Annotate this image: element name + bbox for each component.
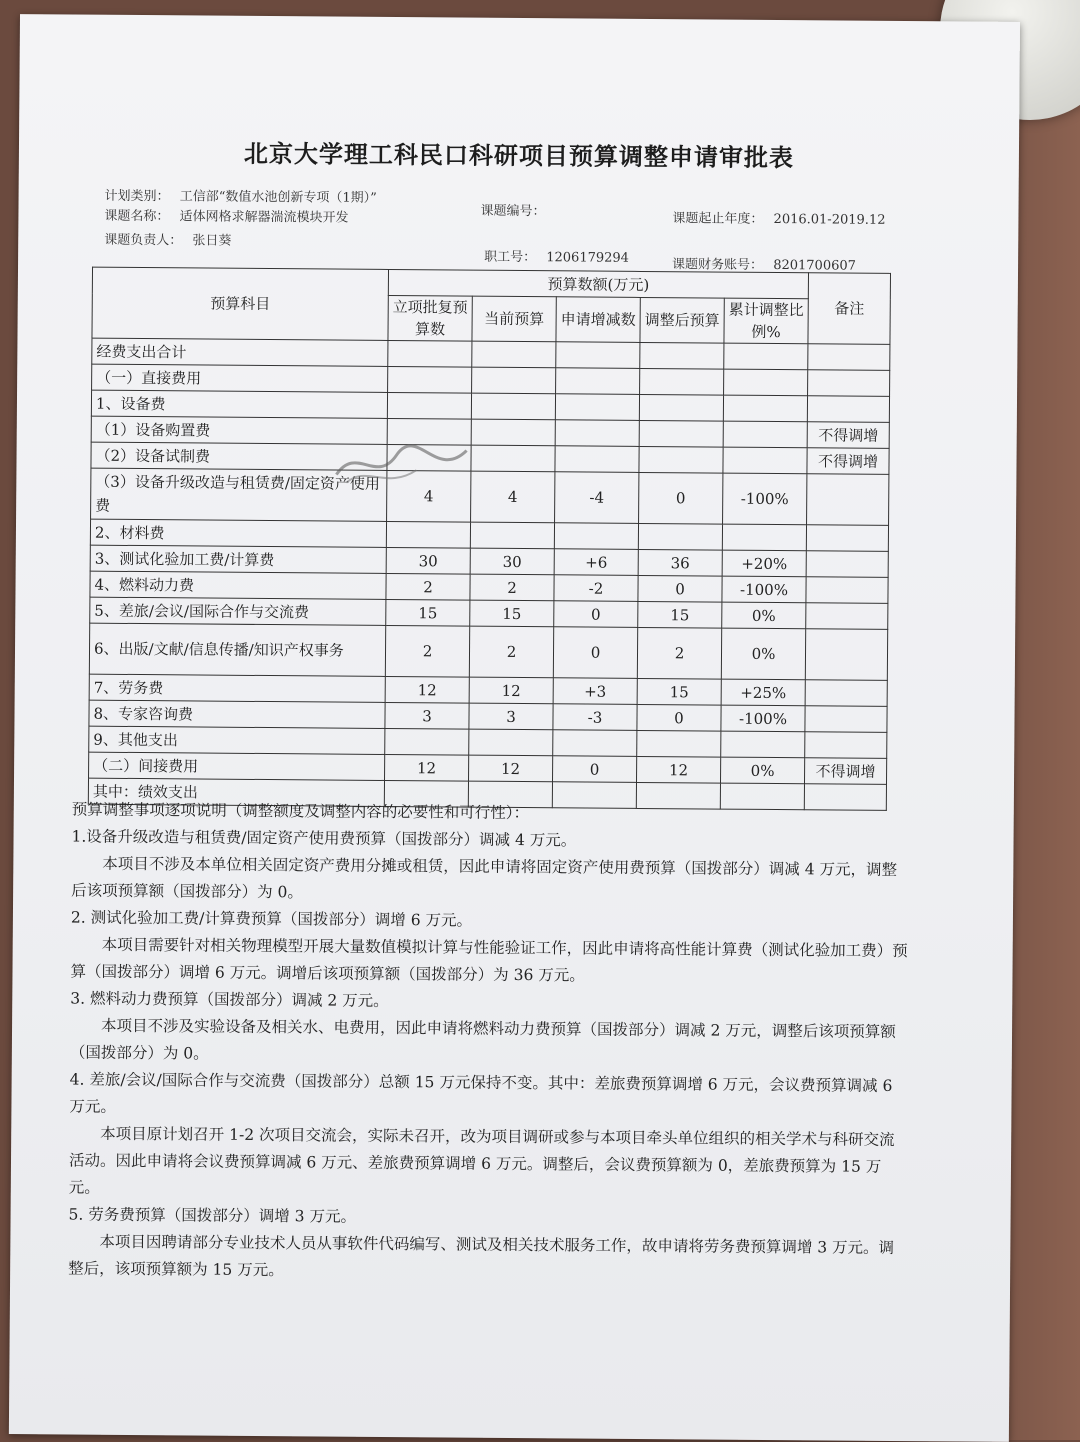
row-approved: 12: [385, 676, 469, 703]
row-current: 12: [469, 677, 553, 704]
row-after: 2: [637, 627, 721, 679]
row-item: 7、劳务费: [89, 674, 385, 702]
row-after: [639, 394, 723, 421]
row-note: [806, 603, 888, 630]
row-current: [472, 367, 556, 394]
explain-item-3: 3. 燃料动力费预算（国拨部分）调减 2 万元。: [70, 989, 389, 1010]
row-approved: 30: [386, 547, 470, 574]
table-row: [91, 468, 889, 525]
row-after: 15: [638, 601, 722, 628]
row-item: （1）设备购置费: [91, 416, 387, 444]
row-note: [805, 706, 887, 733]
row-approved: [386, 521, 470, 548]
row-note: [808, 344, 890, 371]
row-note: [806, 551, 888, 578]
row-note: [805, 680, 887, 707]
explain-detail-1: 本项目不涉及本单位相关固定资产费用分摊或租赁，因此申请将固定资产使用费预算（国拨部分）调减 4 万元，调整后该项预算额（国拨部分）为 0。: [71, 854, 898, 902]
page-title: 北京大学理工科民口科研项目预算调整申请审批表: [243, 138, 795, 173]
header-budget-group: 预算数额(万元): [388, 269, 808, 298]
row-note: [805, 629, 887, 681]
plan-category: [105, 185, 377, 206]
row-approved: 15: [386, 599, 470, 626]
row-item: 1、设备费: [91, 390, 387, 418]
row-after: [638, 523, 722, 550]
row-note: 不得调增: [805, 758, 887, 785]
row-item: 4、燃料动力费: [90, 571, 386, 599]
budget-table-body: [88, 338, 890, 810]
handwritten-mark: [326, 434, 476, 495]
header-ratio: 累计调整比例%: [724, 298, 808, 344]
explain-item-1: 1.设备升级改造与租赁费/固定资产使用费预算（国拨部分）调减 4 万元。: [71, 827, 577, 850]
code-label: 课题编号：: [480, 203, 546, 220]
explain-detail-2: 本项目需要针对相关物理模型开展大量数值模拟计算与性能验证工作，因此申请将高性能计算费（测试化验加工费）预算（国拨部分）调增 6 万元。调增后该项预算额（国拨部分）为 36 万元。: [70, 935, 908, 985]
row-after: 12: [636, 756, 720, 783]
subject-label: 课题名称：: [104, 208, 170, 225]
row-ratio: +20%: [722, 550, 806, 577]
row-approved: 12: [385, 754, 469, 781]
header-current: 当前预算: [472, 296, 556, 342]
row-current: 2: [470, 574, 554, 601]
subject-code: [480, 200, 551, 220]
row-change: [556, 342, 640, 369]
staff-number: [484, 246, 629, 266]
row-ratio: [723, 421, 807, 448]
row-item: 6、出版/文献/信息传播/知识产权事务: [89, 623, 385, 676]
table-row: [89, 623, 887, 680]
header-change: 申请增减数: [556, 297, 640, 343]
row-ratio: [724, 369, 808, 396]
subject-value: 适体网格求解器湍流模块开发: [179, 209, 349, 226]
row-ratio: 0%: [722, 602, 806, 629]
row-after: 0: [639, 472, 723, 524]
row-after: 15: [637, 678, 721, 705]
row-approved: 4: [387, 470, 471, 522]
row-ratio: -100%: [723, 473, 807, 525]
row-note: [806, 525, 888, 552]
row-item: 3、测试化验加工费/计算费: [90, 545, 386, 573]
row-ratio: [721, 731, 805, 758]
row-note: [807, 474, 889, 526]
adjustment-explanation: [68, 797, 912, 1290]
row-current: [470, 522, 554, 549]
header-after: 调整后预算: [640, 297, 724, 343]
row-note: 不得调增: [807, 448, 889, 475]
row-change: [553, 730, 637, 757]
header-approved: 立项批复预算数: [388, 295, 472, 341]
row-change: [555, 394, 639, 421]
row-after: 0: [638, 575, 722, 602]
row-item: 经费支出合计: [92, 338, 388, 366]
row-change: [556, 368, 640, 395]
row-ratio: [722, 524, 806, 551]
row-change: -3: [553, 704, 637, 731]
row-change: +6: [554, 549, 638, 576]
subject-period: [672, 207, 885, 228]
explain-detail-3: 本项目不涉及实验设备及相关水、电费用，因此申请将燃料动力费预算（国拨部分）调减 2 万元，调整后该项预算额（国拨部分）为 0。: [69, 1016, 896, 1063]
row-current: [472, 341, 556, 368]
row-current: 4: [471, 471, 555, 523]
staff-label: 职工号：: [484, 249, 537, 266]
row-item: 其中：绩效支出: [88, 778, 384, 806]
row-ratio: +25%: [721, 679, 805, 706]
period-label: 课题起止年度：: [672, 211, 764, 227]
row-item: （2）设备试制费: [91, 442, 387, 470]
row-current: [469, 729, 553, 756]
row-current: [471, 419, 555, 446]
row-item: 9、其他支出: [89, 726, 385, 754]
row-change: -4: [555, 472, 639, 524]
staff-value: 1206179294: [546, 250, 630, 266]
row-after: 0: [637, 704, 721, 731]
row-note: 不得调增: [807, 422, 889, 449]
row-ratio: 0%: [720, 757, 804, 784]
row-current: 15: [470, 600, 554, 627]
row-after: [640, 368, 724, 395]
row-item: 2、材料费: [90, 519, 386, 547]
row-approved: 2: [385, 625, 469, 677]
row-change: -2: [554, 575, 638, 602]
row-change: [554, 523, 638, 550]
row-approved: [387, 392, 471, 419]
period-value: 2016.01-2019.12: [773, 211, 886, 228]
row-item: 5、差旅/会议/国际合作与交流费: [90, 597, 386, 625]
explain-item-5: 5. 劳务费预算（国拨部分）调增 3 万元。: [68, 1205, 357, 1226]
row-note: [807, 396, 889, 423]
explain-detail-4: 本项目原计划召开 1-2 次项目交流会，实际未召开，改为项目调研或参与本项目牵头单位组织的相关学术与科研交流活动。因此申请将会议费预算调减 6 万元、差旅费预算调增 6 万元。调整后，会议费预算额为 0，差旅费预算为 15 万元。: [68, 1124, 895, 1197]
row-ratio: [723, 395, 807, 422]
row-after: [640, 342, 724, 369]
row-note: [808, 370, 890, 397]
row-item: （二）间接费用: [89, 752, 385, 780]
row-current: 2: [469, 626, 553, 678]
row-change: 0: [553, 756, 637, 783]
row-ratio: -100%: [722, 576, 806, 603]
row-after: [637, 730, 721, 757]
explain-item-4: 4. 差旅/会议/国际合作与交流费（国拨部分）总额 15 万元保持不变。其中：差旅费预算调增 6 万元，会议费预算调减 6 万元。: [69, 1070, 893, 1116]
row-ratio: [723, 447, 807, 474]
row-change: [555, 420, 639, 447]
row-ratio: [724, 343, 808, 370]
explain-detail-5: 本项目因聘请部分专业技术人员从事软件代码编写、测试及相关技术服务工作，故申请将劳务费预算调增 3 万元。调整后，该项预算额为 15 万元。: [68, 1232, 895, 1280]
header-note: 备注: [808, 273, 891, 345]
row-current: 12: [469, 755, 553, 782]
budget-table: [88, 267, 891, 811]
row-note: [806, 577, 888, 604]
row-item: （3）设备升级改造与租赁费/固定资产使用费: [91, 468, 387, 521]
row-after: [639, 446, 723, 473]
subject-leader: [104, 229, 231, 249]
row-approved: [388, 366, 472, 393]
document-page: [9, 14, 1020, 1442]
row-approved: [388, 340, 472, 367]
row-approved: 3: [385, 702, 469, 729]
row-ratio: -100%: [721, 705, 805, 732]
subject-name: [104, 205, 348, 226]
row-approved: [385, 728, 469, 755]
row-after: [639, 420, 723, 447]
row-current: [471, 393, 555, 420]
plan-value: 工信部“数值水池创新专项（1期）”: [179, 189, 377, 206]
row-change: [555, 446, 639, 473]
explain-item-2: 2. 测试化验加工费/计算费预算（国拨部分）调增 6 万元。: [70, 908, 473, 930]
plan-label: 计划类别：: [104, 188, 170, 205]
row-current: [471, 445, 555, 472]
account-value: 8201700607: [773, 257, 856, 274]
explain-heading: 预算调整事项逐项说明（调整额度及调整内容的必要性和可行性）：: [71, 800, 530, 823]
header-item: 预算科目: [92, 267, 389, 340]
row-current: 3: [469, 703, 553, 730]
row-change: 0: [554, 601, 638, 628]
row-change: 0: [553, 627, 637, 679]
row-change: +3: [553, 678, 637, 705]
row-item: 8、专家咨询费: [89, 700, 385, 728]
row-ratio: 0%: [721, 628, 805, 680]
row-current: 30: [470, 548, 554, 575]
leader-value: 张日葵: [192, 233, 232, 249]
row-approved: 2: [386, 573, 470, 600]
row-note: [805, 732, 887, 759]
leader-label: 课题负责人：: [104, 232, 183, 249]
account-label: 课题财务账号：: [672, 257, 764, 273]
row-after: 36: [638, 549, 722, 576]
row-item: （一）直接费用: [92, 364, 388, 392]
